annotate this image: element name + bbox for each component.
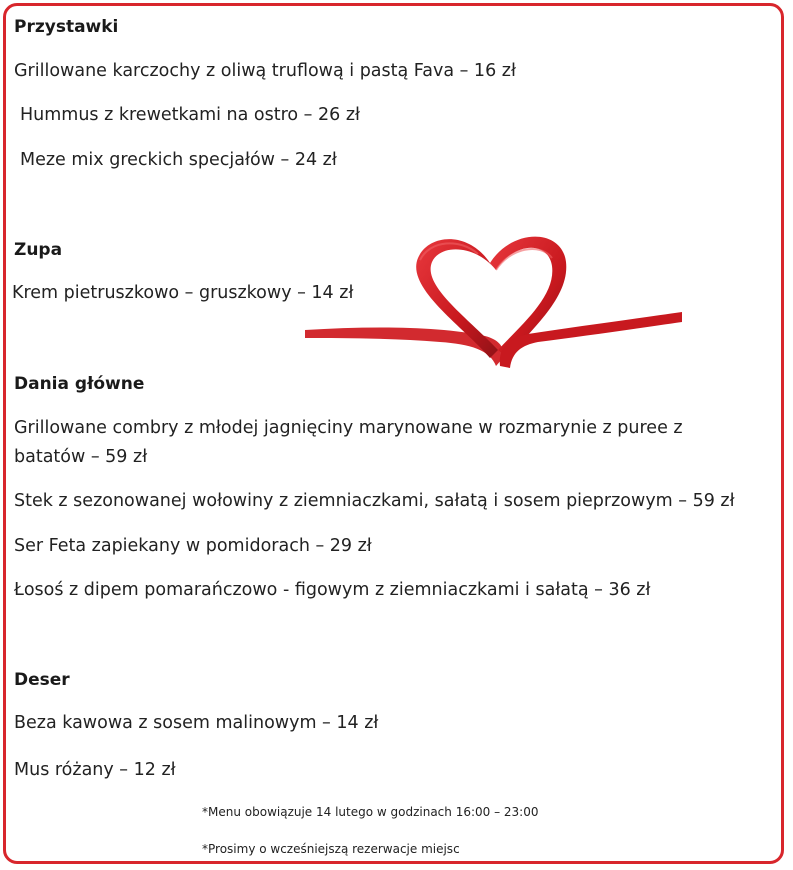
menu-item: Mus różany – 12 zł — [14, 760, 176, 780]
section-heading-zupa: Zupa — [14, 240, 63, 260]
heart-ribbon-icon — [300, 218, 690, 378]
menu-item: Grillowane combry z młodej jagnięciny marynowane w rozmarynie z puree z batatów – 59 zł — [14, 418, 683, 467]
menu-item: Krem pietruszkowo – gruszkowy – 14 zł — [12, 283, 354, 303]
menu-item: Meze mix greckich specjałów – 24 zł — [20, 150, 337, 170]
menu-item: Łosoś z dipem pomarańczowo - figowym z ziemniaczkami i sałatą – 36 zł — [14, 580, 651, 600]
menu-item: Hummus z krewetkami na ostro – 26 zł — [20, 105, 360, 125]
footnote-reservation: *Prosimy o wcześniejszą rezerwacje miejsc — [202, 842, 460, 856]
section-heading-deser: Deser — [14, 670, 70, 690]
menu-item: Grillowane karczochy z oliwą truflową i pastą Fava – 16 zł — [14, 61, 516, 81]
footnote-menu-validity: *Menu obowiązuje 14 lutego w godzinach 16:00 – 23:00 — [202, 805, 539, 819]
section-heading-dania-glowne: Dania główne — [14, 374, 145, 394]
menu-item: Stek z sezonowanej wołowiny z ziemniaczkami, sałatą i sosem pieprzowym – 59 zł — [14, 491, 735, 511]
section-heading-przystawki: Przystawki — [14, 17, 119, 37]
menu-item: Beza kawowa z sosem malinowym – 14 zł — [14, 713, 379, 733]
menu-item: Ser Feta zapiekany w pomidorach – 29 zł — [14, 536, 372, 556]
